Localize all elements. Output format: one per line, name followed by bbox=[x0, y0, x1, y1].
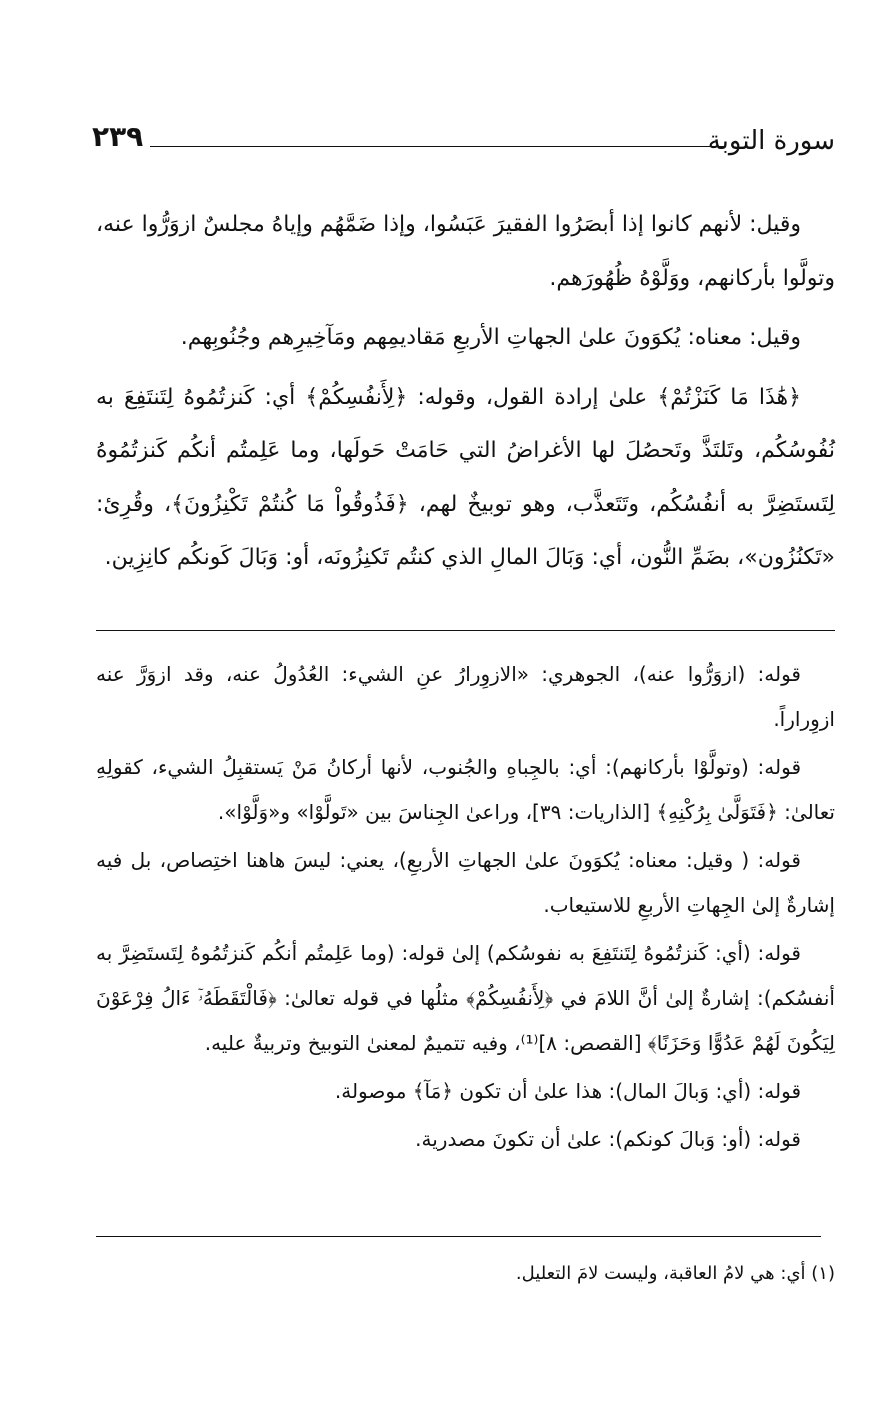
footnote: (١) أي: هي لامُ العاقبة، وليست لامَ التعليل. bbox=[515, 1263, 835, 1284]
running-header bbox=[92, 118, 835, 170]
main-paragraph: وقيل: لأنهم كانوا إذا أبصَرُوا الفقيرَ عَبَسُوا، وإذا ضَمَّهُم وإياهُ مجلسٌ ازوَرُّوا عنه، وتولَّوا بأركانهم، ووَلَّوْهُ ظُهُورَهم. bbox=[96, 212, 835, 291]
commentary-paragraph: قوله: (أي: وَبالَ المال): هذا علىٰ أن تكون ﴿مَآ﴾ موصولة. bbox=[334, 1079, 801, 1103]
page-number: ٢٣٩ bbox=[92, 120, 144, 153]
commentary-text bbox=[96, 652, 835, 1162]
commentary-paragraph: قوله: (أي: كَنزتُمُوهُ لِتَنتَفِعَ به نفوسُكم) إلىٰ قوله: (وما عَلِمتُم أنكُم كَنزتُمُوهُ لِتَستَضِرَّ به أنفسُكم): إشارةٌ إلىٰ أنَّ اللامَ في ﴿لِأَنفُسِكُمْ﴾ مثلُها في قوله تعالىٰ: ﴿فَالْتَقَطَهُۥٓ ءَالُ فِرْعَوْنَ لِيَكُونَ لَهُمْ عَدُوًّا وَحَزَنًا﴾ [القصص: ٨]⁽¹⁾، وفيه تتميمٌ لمعنىٰ التوبيخ وتربيةٌ عليه. bbox=[96, 941, 835, 1055]
commentary-paragraph: قوله: (وتولَّوْا بأركانهم): أي: بالجِباهِ والجُنوب، لأنها أركانُ مَنْ يَستقبِلُ الشيء، كقولِهِ تعالىٰ: ﴿فَتَوَلَّىٰ بِرُكْنِهِ﴾ [الذاريات: ٣٩]، وراعىٰ الجِناسَ بين «تَولَّوْا» و«وَلَّوْا». bbox=[96, 755, 835, 824]
section-divider bbox=[96, 630, 835, 631]
footnote-divider bbox=[96, 1236, 821, 1237]
surah-title: سورة التوبة bbox=[707, 126, 835, 156]
commentary-paragraph: قوله: (ازوَرُّوا عنه)، الجوهري: «الازوِرارُ عنِ الشيء: العُدُولُ عنه، وقد ازوَرَّ عنه ازوِراراً. bbox=[96, 662, 835, 731]
footnotes bbox=[96, 1258, 835, 1290]
main-paragraph: وقيل: معناه: يُكوَونَ علىٰ الجهاتِ الأربعِ مَقاديمِهم ومَآخِيرِهم وجُنُوبِهم. bbox=[180, 325, 801, 350]
commentary-paragraph: قوله: (أو: وَبالَ كونكم): علىٰ أن تكونَ مصدرية. bbox=[415, 1127, 801, 1151]
main-paragraph: ﴿هَٰذَا مَا كَنَزْتُمْ﴾ علىٰ إرادة القول، وقوله: ﴿لِأَنفُسِكُمْ﴾ أي: كَنزتُمُوهُ لِتَنتَفِعَ به نُفُوسُكُم، وتَلتَذَّ وتَحصُلَ لها الأغراضُ التي حَامَتْ حَولَها، وما عَلِمتُم أنكُم كَنزتُمُوهُ لِتَستَضِرَّ به أنفُسُكُم، وتَتَعذَّب، وهو توبيخٌ لهم، ﴿فَذُوقُواْ مَا كُنتُمْ تَكْنِزُونَ﴾، وقُرِئ: «تَكنُزُون»، بضَمِّ النُّون، أي: وَبَالَ المالِ الذي كنتُم تَكنِزُونَه، أو: وَبَالَ كَونكُم كانِزِين. bbox=[96, 384, 835, 570]
main-text bbox=[96, 198, 835, 585]
header-rule bbox=[150, 146, 725, 147]
commentary-paragraph: قوله: ( وقيل: معناه: يُكوَونَ علىٰ الجهاتِ الأربعِ)، يعني: ليسَ هاهنا اختِصاص، بل فيه إشارةٌ إلىٰ الجِهاتِ الأربعِ للاستيعاب. bbox=[96, 848, 835, 917]
